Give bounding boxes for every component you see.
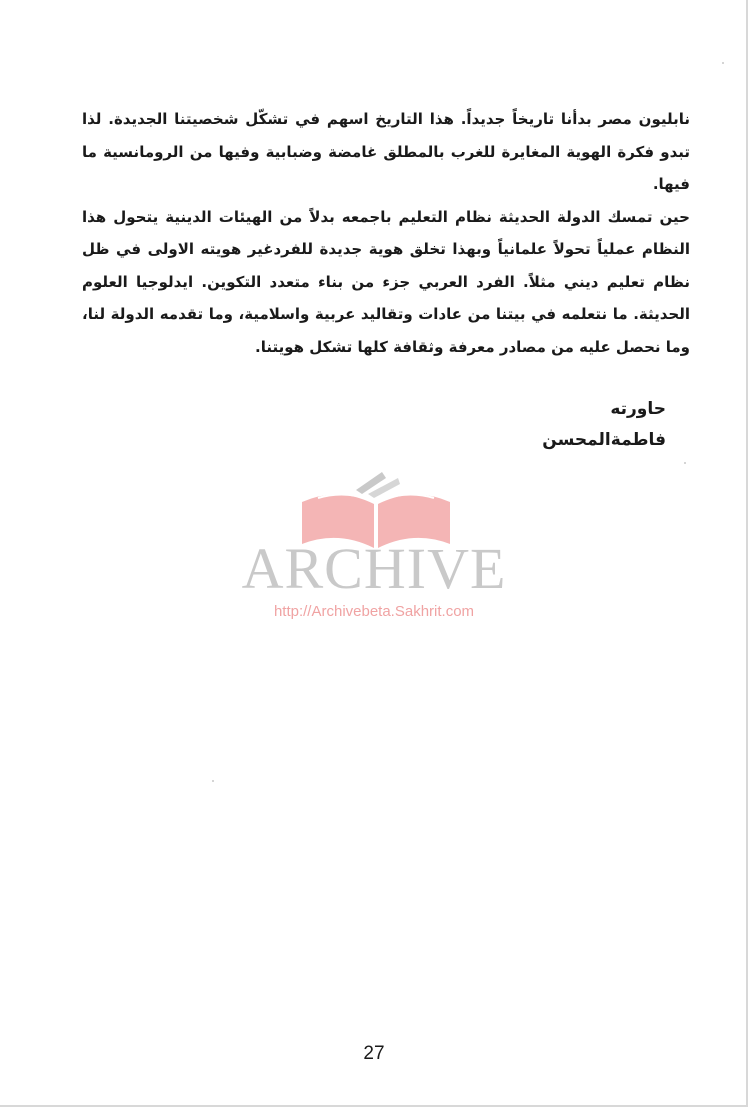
scan-speck xyxy=(684,462,686,464)
watermark-url: http://Archivebeta.Sakhrit.com xyxy=(273,603,475,620)
paragraph-2: حين تمسك الدولة الحديثة نظام التعليم باجمعه بدلاً من الهيئات الدينية يتحول هذا النظام عملياً تحولاً علمانياً وبهذا تخلق هوية جديدة للفردغير هويته الاولى في ظل نظام تعليم ديني مثلاً. الفرد العربي جزء من بناء متعدد التكوين. ايدلوجيا العلوم الحديثة. ما نتعلمه في بيتنا من عادات وتقاليد عربية واسلامية، وما تقدمه الدولة لنا، وما نحصل عليه من مصادر معرفة وثقافة كلها تشكل هويتنا. xyxy=(82,207,690,356)
watermark-word: ARCHIVE xyxy=(241,536,507,601)
signature-block xyxy=(366,394,666,456)
paragraph-1: نابليون مصر بدأنا تاريخاً جديداً. هذا التاريخ اسهم في تشكّل شخصيتنا الجديدة. لذا تبدو فكرة الهوية المغايرة للغرب بالمطلق غامضة وضبابية وفيها من الرومانسية ما فيها. xyxy=(82,110,690,193)
interviewer-label: حاورته xyxy=(610,399,666,419)
archive-watermark xyxy=(214,470,534,630)
scan-speck xyxy=(212,780,214,782)
interviewer-name: فاطمةالمحسن xyxy=(542,430,666,450)
scan-speck xyxy=(722,62,724,64)
article-body xyxy=(82,103,690,363)
page-number: 27 xyxy=(363,1043,385,1064)
